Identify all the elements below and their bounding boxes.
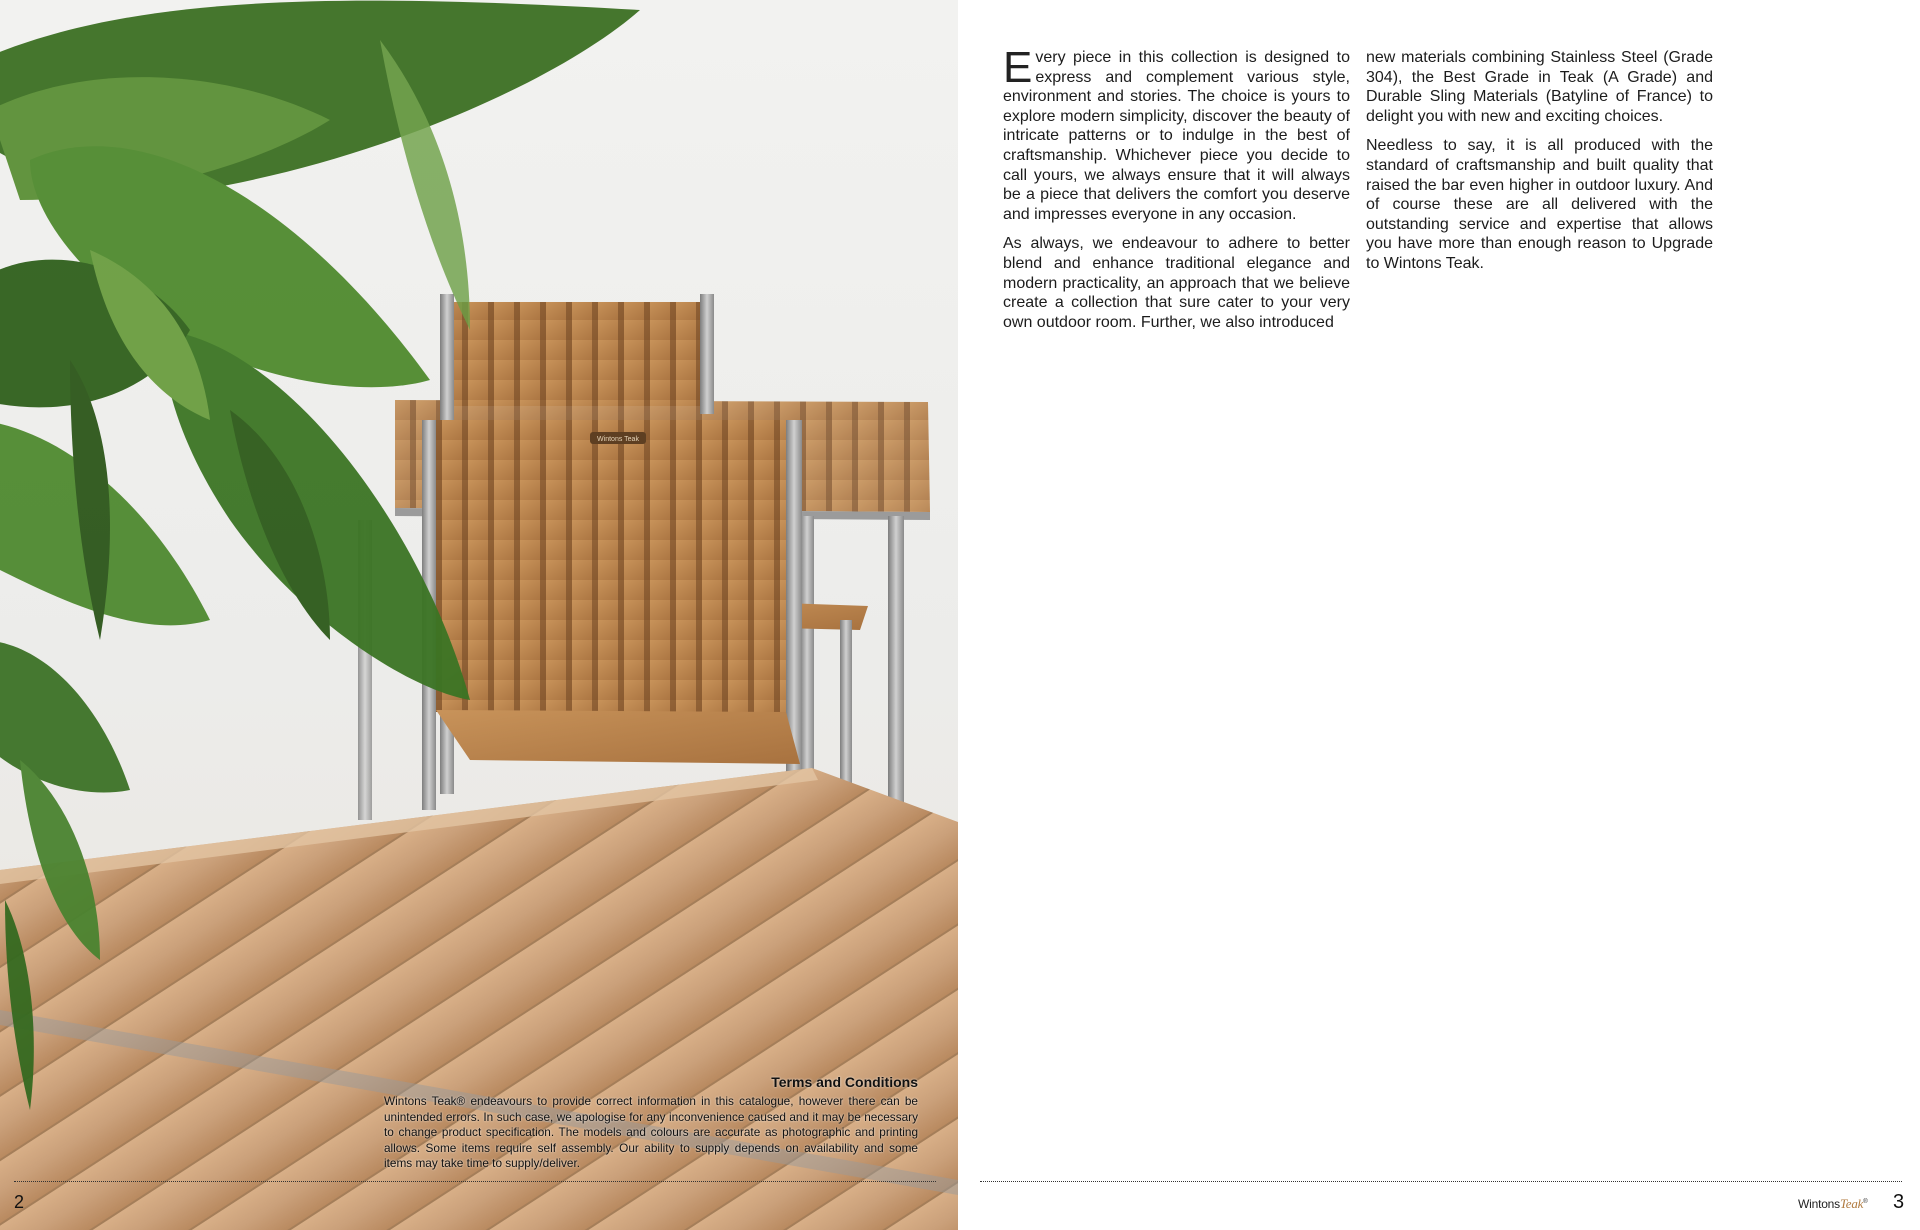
intro-paragraph	[1003, 43, 1350, 224]
wintons-teak-logo	[1798, 1196, 1867, 1212]
footer-rule-left	[14, 1181, 936, 1182]
paragraph-2: As always, we endeavour to adhere to better blend and enhance traditional elegance and modern practicality, an approach that we believe create a collection that sure cater to your very own outdoor room. Further, we also introduced	[1003, 235, 1350, 331]
text-column-1	[1003, 43, 1350, 342]
page-number-right: 3	[1893, 1191, 1905, 1213]
footer-rule-right	[980, 1181, 1902, 1182]
intro-text: very piece in this collection is designed to express and complement various style, environment and stories. The choice is yours to explore modern simplicity, discover the beauty of intricate patterns or to indulge in the best of craftsmanship. Whichever piece you decide to call yours, we always ensure that it will always be a piece that delivers the comfort you deserve and impresses everyone in any occasion.	[1003, 49, 1350, 223]
text-column-2	[1366, 48, 1713, 284]
left-page	[0, 0, 958, 1230]
terms-title: Terms and Conditions	[771, 1074, 918, 1090]
terms-body: Wintons Teak® endeavours to provide correct information in this catalogue, however there can be unintended errors. In such case, we apologise for any inconvenience caused and it may be necessary to change product specification. The models and colours are accurate as photographic and printing allows. Some items require self assembly. Our ability to supply depends on availability and some items may take time to supply/deliver.	[384, 1094, 918, 1170]
logo-registered-mark: ®	[1863, 1199, 1868, 1205]
chair-badge: Wintons Teak	[597, 436, 639, 443]
drop-cap: E	[1003, 43, 1033, 92]
logo-teak: Teak	[1839, 1196, 1864, 1211]
paragraph-4: Needless to say, it is all produced with the standard of craftsmanship and built quality that raised the bar even higher in outdoor luxury. And of course these are all delivered with the outstanding service and expertise that allows you have more than enough reason to Upgrade to Wintons Teak.	[1366, 137, 1713, 272]
paragraph-3: new materials combining Stainless Steel (Grade 304), the Best Grade in Teak (A Grade) and Durable Sling Materials (Batyline of France) to delight you with new and exciting choices.	[1366, 49, 1713, 125]
right-page	[958, 0, 1920, 1230]
page-number-left: 2	[14, 1192, 25, 1212]
logo-wintons: Wintons	[1798, 1197, 1840, 1211]
furniture-photo	[0, 0, 958, 1230]
terms-and-conditions	[384, 1073, 918, 1172]
